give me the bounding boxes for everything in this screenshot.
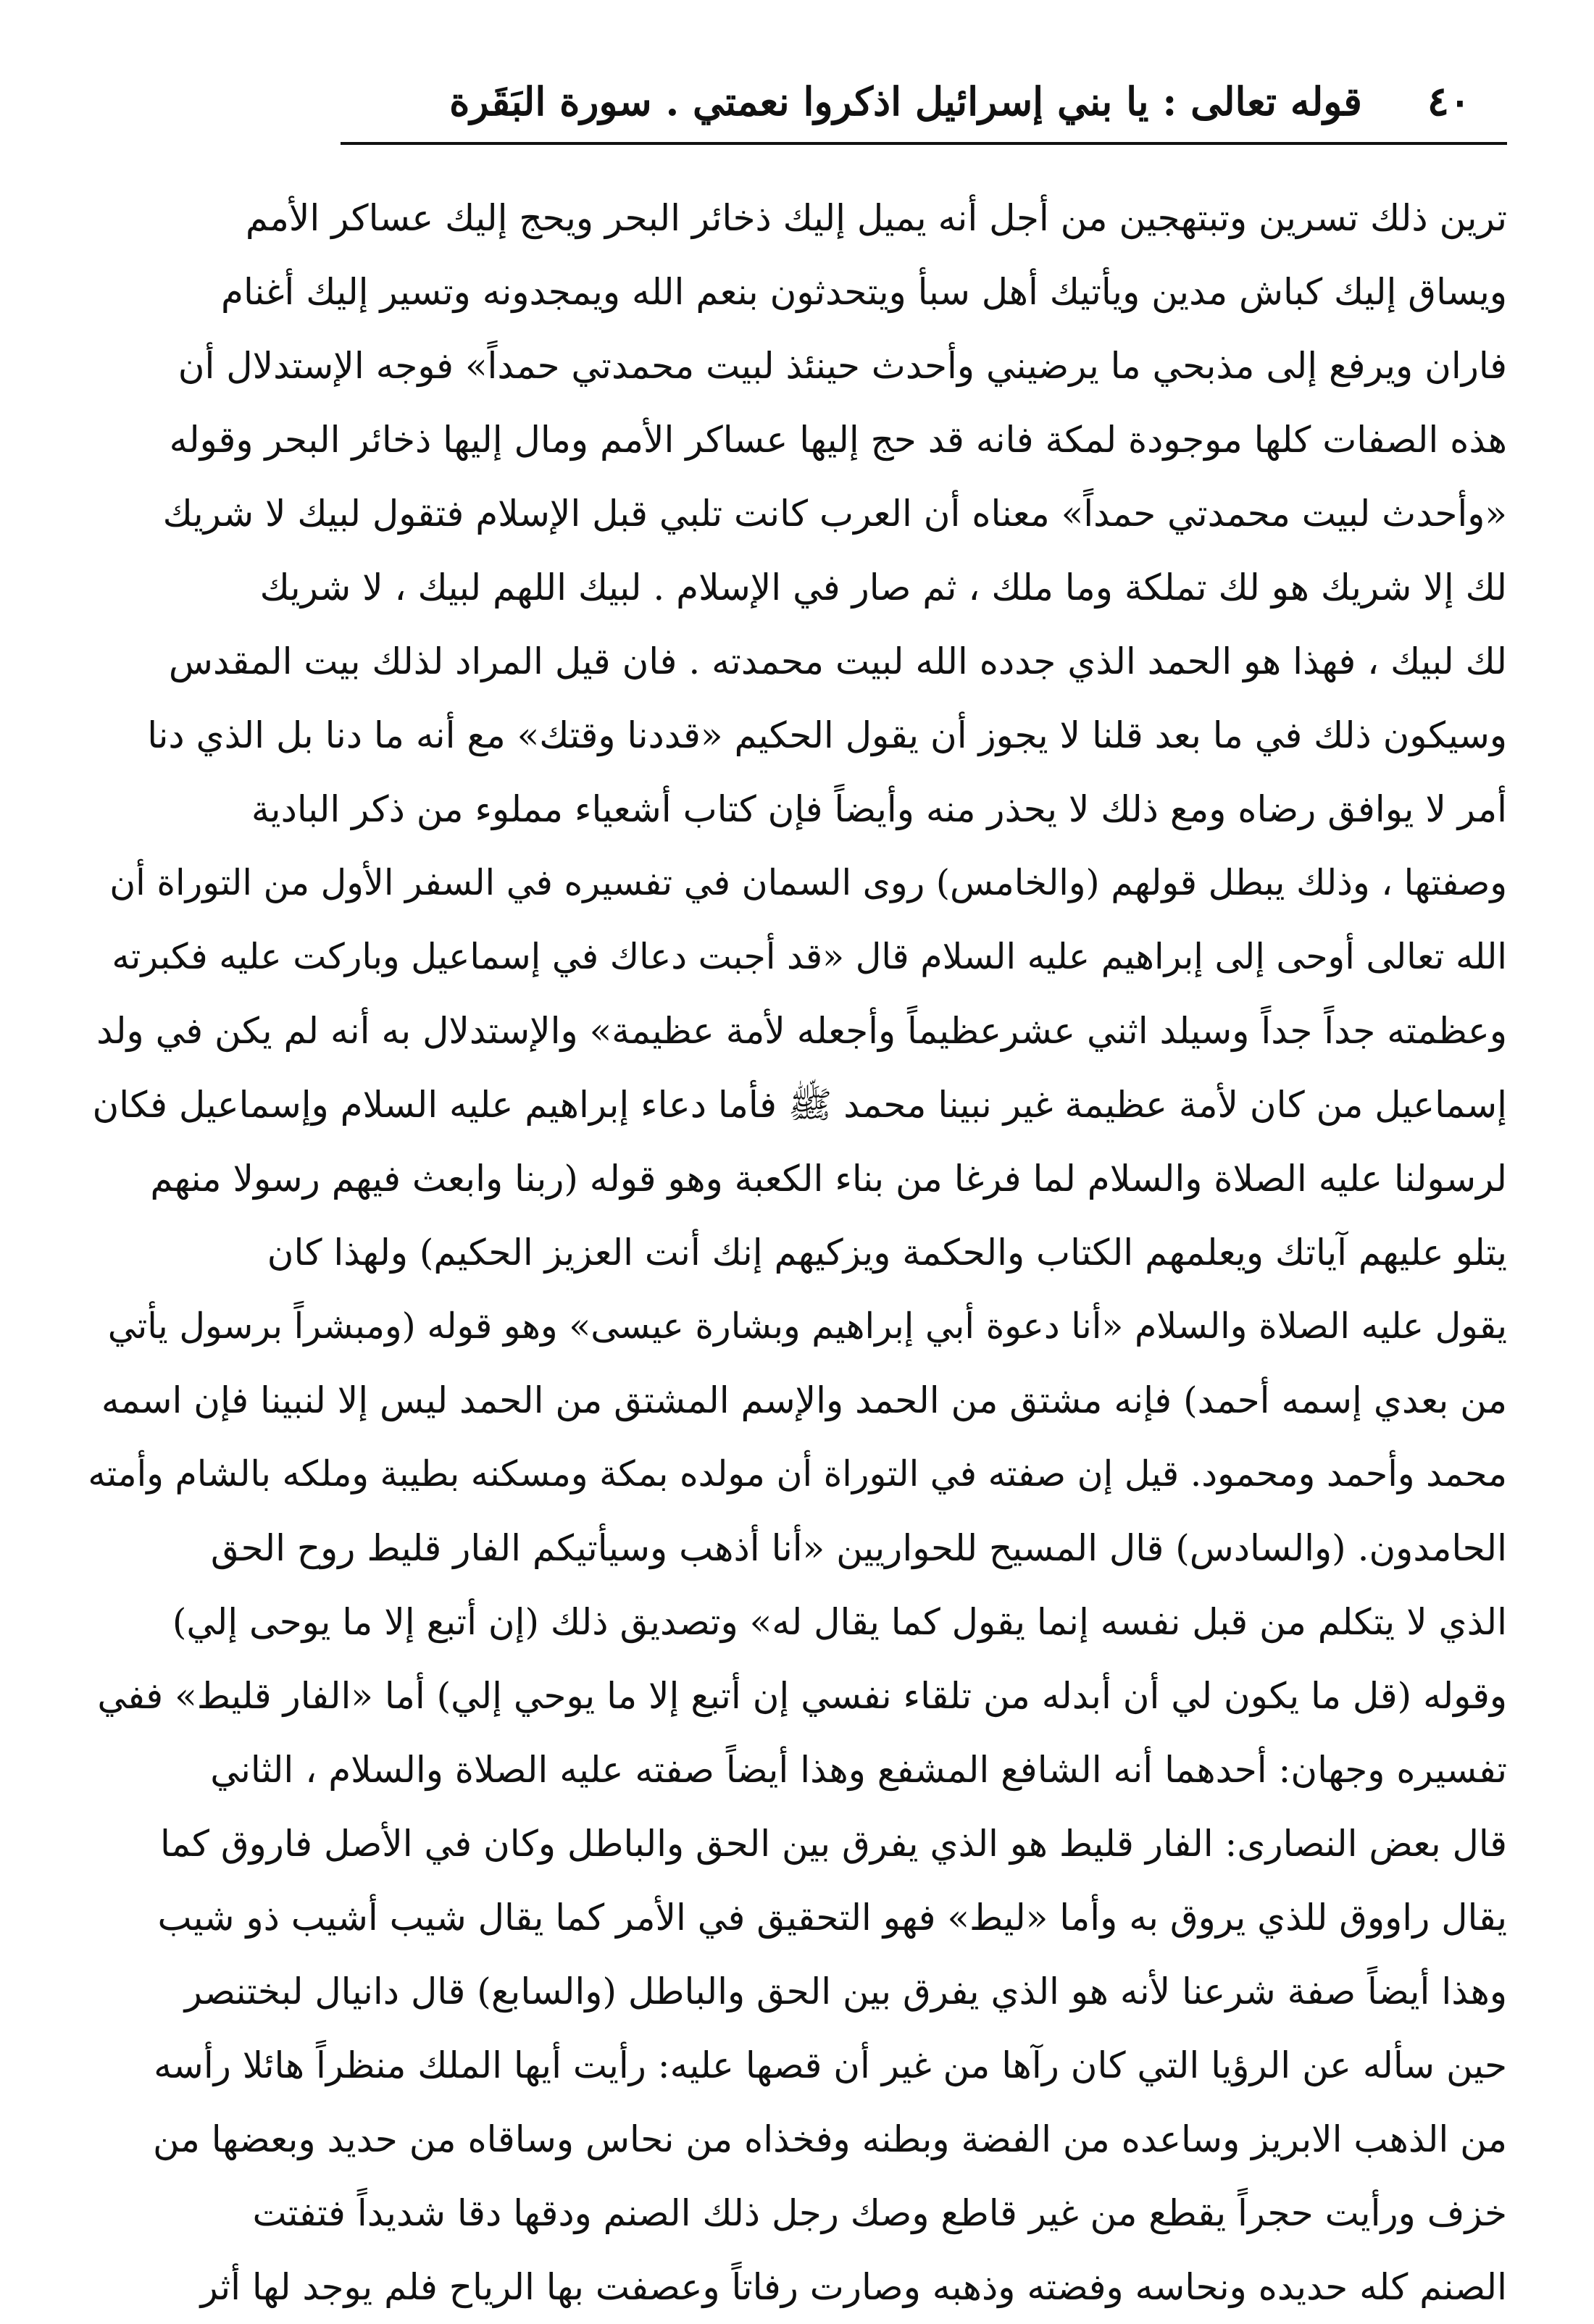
text-line: وصفتها ، وذلك يبطل قولهم (والخامس) روى السمان في تفسيره في السفر الأول من التوراة أن [109,862,1507,903]
text-line: الحامدون. (والسادس) قال المسيح للحواريين «أنا أذهب وسيأتيكم الفار قليط روح الحق [210,1527,1507,1569]
page-header [341,69,1471,134]
text-line: هذه الصفات كلها موجودة لمكة فانه قد حج إليها عساكر الأمم ومال إليها ذخائر البحر وقوله [169,419,1507,461]
text-line: تفسيره وجهان: أحدهما أنه الشافع المشفع وهذا أيضاً صفته عليه الصلاة والسلام ، الثاني [210,1749,1507,1791]
text-line: فاران ويرفع إلى مذبحي ما يرضيني وأحدث حينئذ لبيت محمدتي حمداً» فوجه الإستدلال أن [178,345,1507,387]
text-line: ترين ذلك تسرين وتبتهجين من أجل أنه يميل إليك ذخائر البحر ويحج إليك عساكر الأمم [245,197,1507,239]
text-line: خزف ورأيت حجراً يقطع من غير قاطع وصك رجل ذلك الصنم ودقها دقا شديداً فتفتت [252,2192,1507,2234]
text-line: يقول عليه الصلاة والسلام «أنا دعوة أبي إبراهيم وبشارة عيسى» وهو قوله (ومبشراً برسول يأتي [107,1305,1507,1347]
text-line: أمر لا يوافق رضاه ومع ذلك لا يحذر منه وأيضاً فإن كتاب أشعياء مملوء من ذكر البادية [251,788,1507,830]
running-head: قوله تعالى : يا بني إسرائيل اذكروا نعمتي . سورة البَقَرة [449,78,1362,125]
text-line: يقال راووق للذي يروق به وأما «ليط» فهو التحقيق في الأمر كما يقال شيب أشيب ذو شيب [157,1897,1507,1939]
text-line: الله تعالى أوحى إلى إبراهيم عليه السلام قال «قد أجبت دعاك في إسماعيل وباركت عليه فكبرته [112,936,1507,977]
text-line: وهذا أيضاً صفة شرعنا لأنه هو الذي يفرق بين الحق والباطل (والسابع) قال دانيال لبختنصر [184,1970,1507,2012]
text-line: ويساق إليك كباش مدين ويأتيك أهل سبأ ويتحدثون بنعم الله ويمجدونه وتسير إليك أغنام [221,271,1507,313]
text-line: يتلو عليهم آياتك ويعلمهم الكتاب والحكمة ويزكيهم إنك أنت العزيز الحكيم) ولهذا كان [267,1232,1507,1274]
text-line: الصنم كله حديده ونحاسه وفضته وذهبه وصارت رفاتاً وعصفت بها الرياح فلم يوجد لها أثر [200,2266,1507,2308]
text-line: الذي لا يتكلم من قبل نفسه إنما يقول كما يقال له» وتصديق ذلك (إن أتبع إلا ما يوحى إلي) [172,1601,1507,1643]
text-line: وقوله (قل ما يكون لي أن أبدله من تلقاء نفسي إن أتبع إلا ما يوحي إلي) أما «الفار قليط» ففي [97,1675,1507,1717]
text-line: وسيكون ذلك في ما بعد قلنا لا يجوز أن يقول الحكيم «قددنا وقتك» مع أنه ما دنا بل الذي دنا [147,714,1507,756]
header-divider [341,142,1507,145]
text-line: قال بعض النصارى: الفار قليط هو الذي يفرق بين الحق والباطل وكان في الأصل فاروق كما [160,1823,1507,1865]
page-number: ٤٠ [1427,78,1471,125]
text-line: وعظمته جداً جداً وسيلد اثني عشرعظيماً وأجعله لأمة عظيمة» والإستدلال به أنه لم يكن في ولد [96,1010,1507,1052]
text-line: من الذهب الابريز وساعده من الفضة وبطنه وفخذاه من نحاس وساقاه من حديد وبعضها من [153,2118,1507,2160]
text-line: لك إلا شريك هو لك تملكة وما ملك ، ثم صار في الإسلام . لبيك اللهم لبيك ، لا شريك [259,567,1507,609]
text-line: لك لبيك ، فهذا هو الحمد الذي جدده الله لبيت محمدته . فان قيل المراد لذلك بيت المقدس [168,640,1507,682]
text-line: من بعدي إسمه أحمد) فإنه مشتق من الحمد والإسم المشتق من الحمد ليس إلا لنبينا فإن اسمه [101,1379,1507,1421]
text-line: حين سأله عن الرؤيا التي كان رآها من غير أن قصها عليه: رأيت أيها الملك منظراً هائلا رأسه [154,2044,1507,2086]
text-line: «وأحدث لبيت محمدتي حمداً» معناه أن العرب كانت تلبي قبل الإسلام فتقول لبيك لا شريك [162,493,1507,535]
text-line: لرسولنا عليه الصلاة والسلام لما فرغا من بناء الكعبة وهو قوله (ربنا وابعث فيهم رسولا منهم [150,1158,1507,1200]
text-line: إسماعيل من كان لأمة عظيمة غير نبينا محمد ﷺ فأما دعاء إبراهيم عليه السلام وإسماعيل فكان [92,1084,1507,1126]
body-text [87,181,1507,2324]
text-line: محمد وأحمد ومحمود. قيل إن صفته في التوراة أن مولده بمكة ومسكنه بطيبة وملكه بالشام وأمته [88,1453,1507,1495]
